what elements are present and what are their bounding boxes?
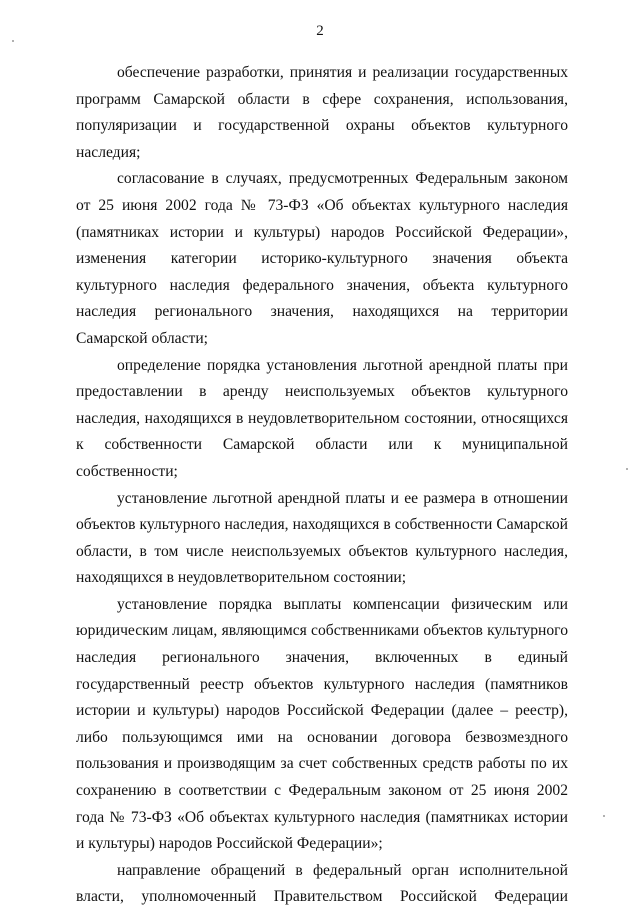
scan-speck [12,40,14,42]
paragraph-5: установление порядка выплаты компенсации физическим или юридическим лицам, являющимся собственниками объектов культурного наследия регионального значения, включенных в единый государственный реестр объектов культурного наследия (памятников истории и культуры) народов Российской Федерации (далее – реестр), либо пользующимся ими на основании договора безвозмездного пользования и производящим за счет собственных средств работы по их сохранению в соответствии с Федеральным законом от 25 июня 2002 года № 73-ФЗ «Об объектах культурного наследия (памятниках истории и культуры) народов Российской Федерации»; [76,595,568,853]
scan-speck [603,815,605,817]
paragraph-4: установление льготной арендной платы и ее размера в отношении объектов культурного наследия, находящихся в собственности Самарской области, в том числе неиспользуемых объектов культурного наследия, находящихся в неудовлетворительном состоянии; [76,489,568,587]
document-body [76,60,568,911]
paragraph-3: определение порядка установления льготной арендной платы при предоставлении в аренду неиспользуемых объектов культурного наследия, находящихся в неудовлетворительном состоянии, относящихся к собственности Самарской области или к муниципальной собственности; [76,356,568,480]
paragraph-2: согласование в случаях, предусмотренных Федеральным законом от 25 июня 2002 года № 73-ФЗ «Об объектах культурного наследия (памятниках истории и культуры) народов Российской Федерации», изменения категории историко-культурного значения объекта культурного наследия федерального значения, объекта культурного наследия регионального значения, находящихся на территории Самарской области; [76,170,568,347]
page-number: 2 [316,23,324,39]
paragraph-6: направление обращений в федеральный орган исполнительной власти, уполномоченный Правительством Российской Федерации [76,861,568,906]
scan-speck [626,468,628,470]
paragraph-1: обеспечение разработки, принятия и реализации государственных программ Самарской области в сфере сохранения, использования, популяризации и государственной охраны объектов культурного наследия; [76,64,568,161]
